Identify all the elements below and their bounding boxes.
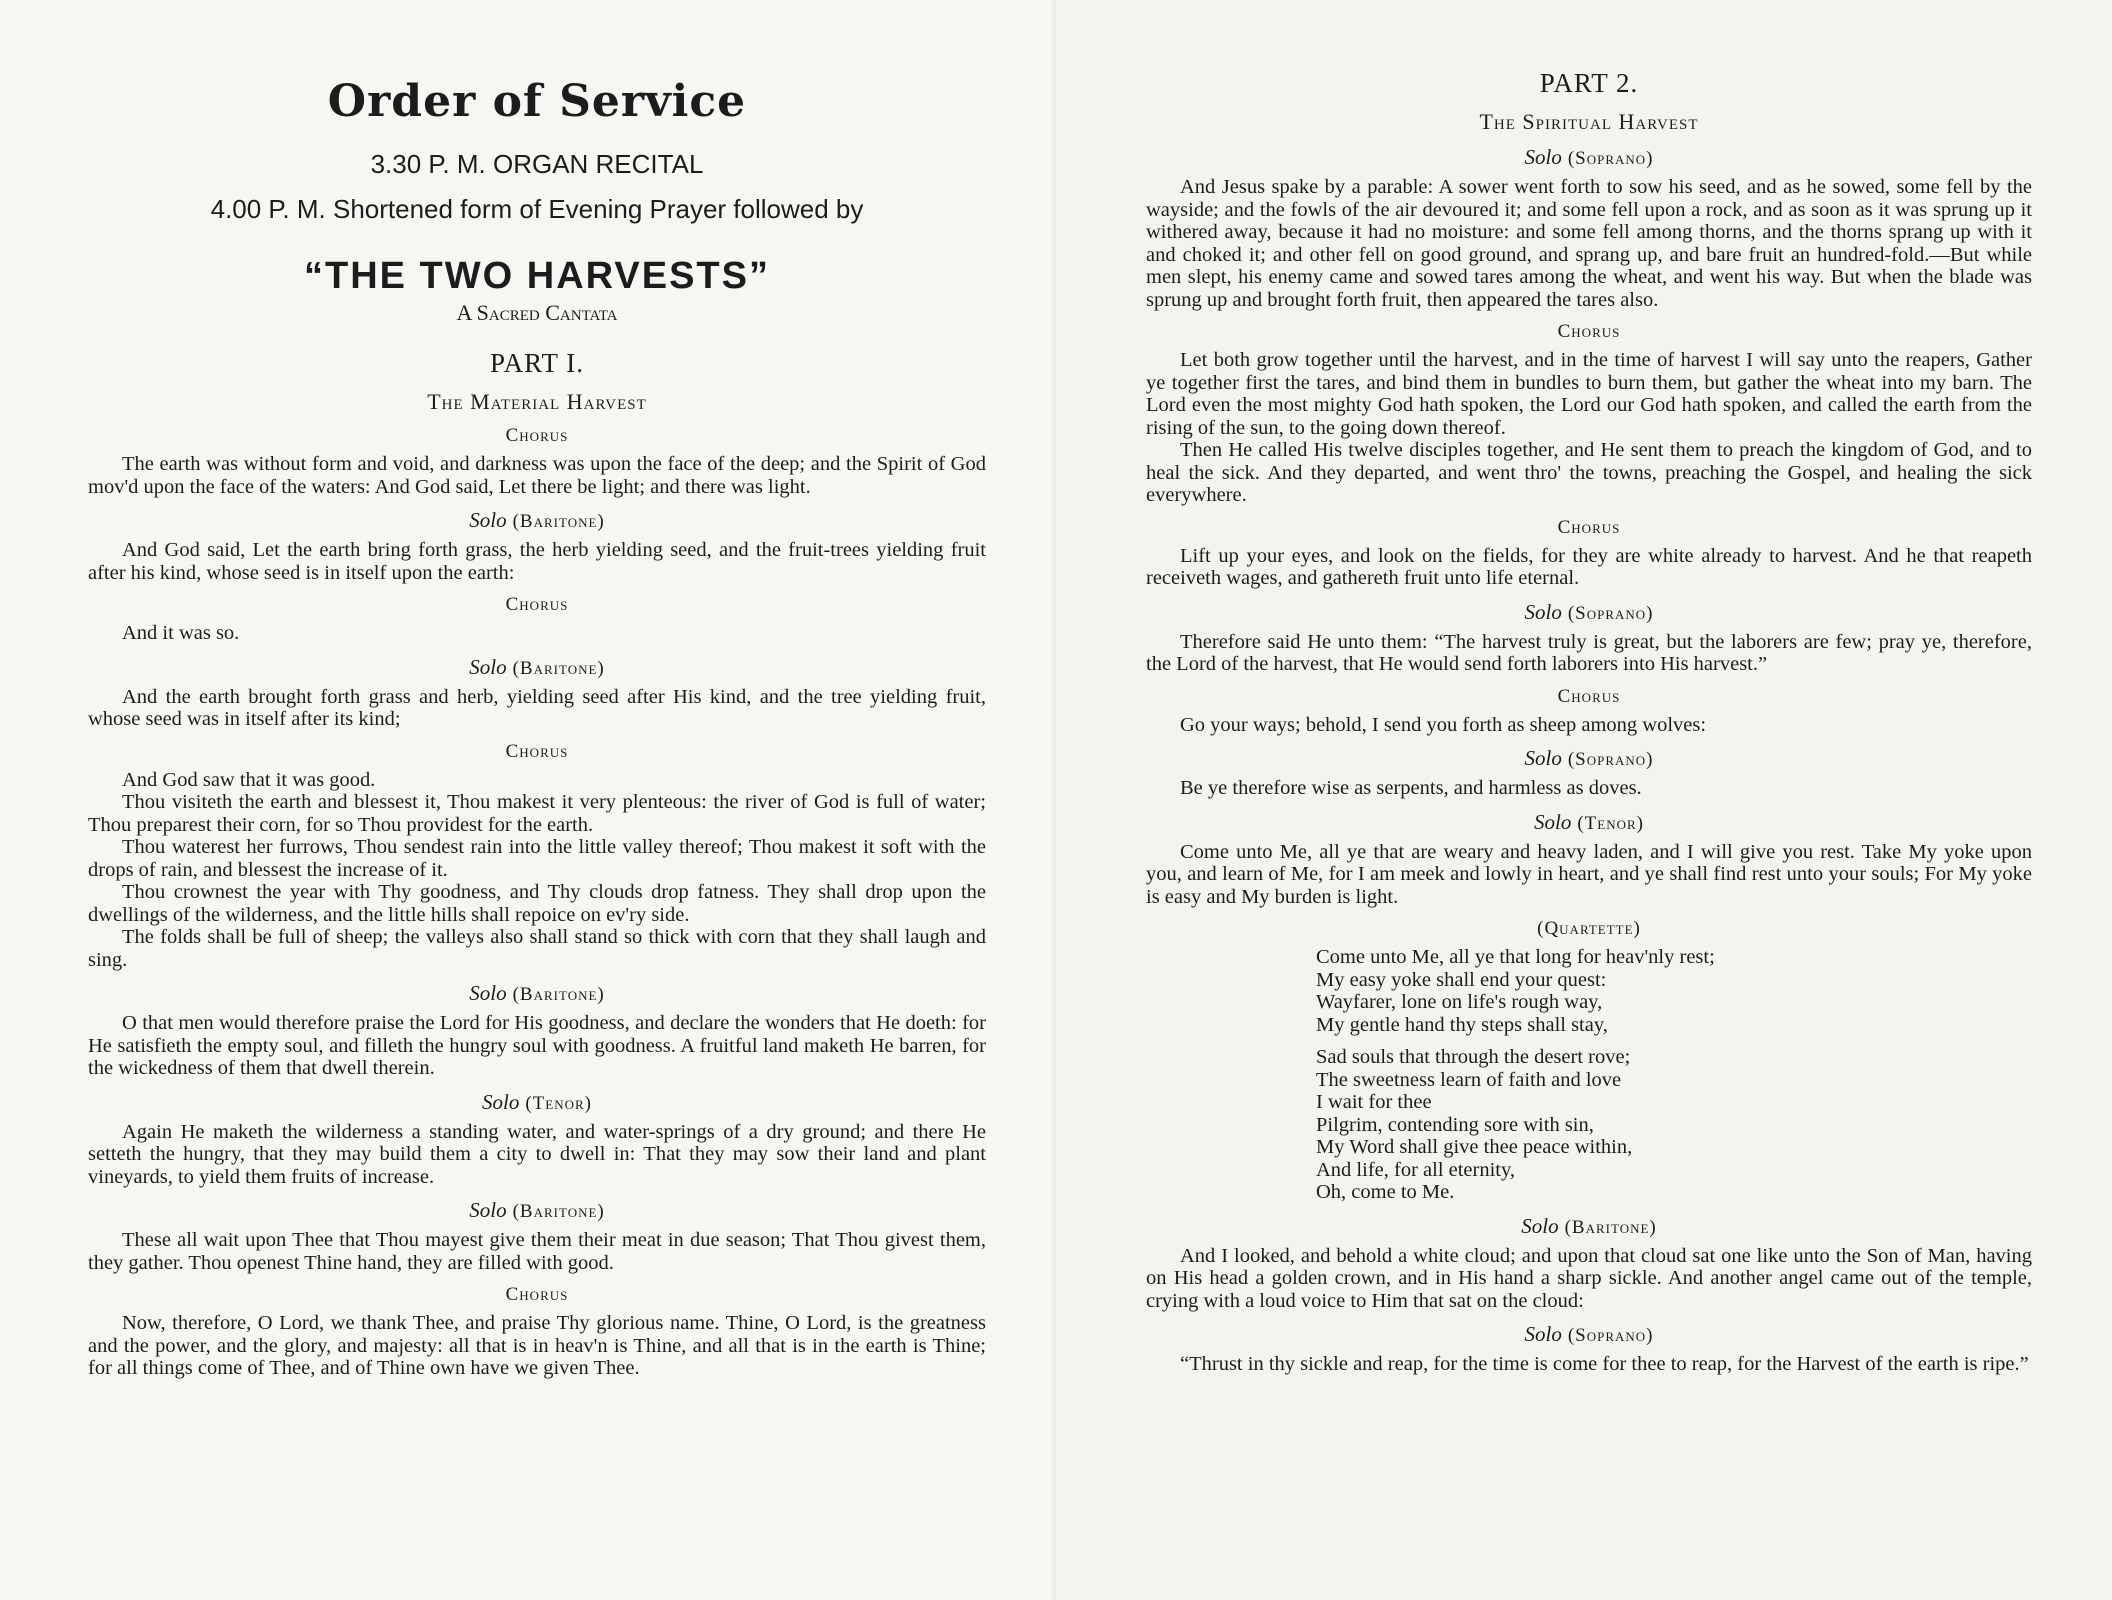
verse-line: My gentle hand thy steps shall stay, — [1316, 1013, 1608, 1036]
solo-label: Solo — [1524, 599, 1562, 624]
schedule-line: 3.30 P. M. ORGAN RECITAL — [370, 149, 704, 179]
verse-line: Wayfarer, lone on life's rough way, — [1316, 991, 1603, 1013]
text-paragraph: The earth was without form and void, and darkness was upon the face of the deep; and the Spirit of God mov'd upon the face of the waters: And God said, Let there be light; and there was light. — [88, 453, 986, 498]
text-paragraph: And God saw that it was good. — [122, 768, 376, 791]
cantata-section — [1146, 517, 2032, 590]
voice-label: (Baritone) — [512, 511, 605, 532]
cantata-section — [88, 1090, 986, 1189]
cantata-section — [88, 594, 986, 645]
section-heading: Chorus — [1557, 321, 1621, 342]
cantata-section — [88, 1198, 986, 1274]
solo-heading — [1146, 810, 2032, 835]
cantata-section — [1146, 918, 2032, 1204]
solo-heading — [88, 655, 986, 680]
text-paragraph: These all wait upon Thee that Thou mayest give them their meat in due season; That Thou givest them, they gather. Thou openest Thine hand, they are filled with good. — [88, 1229, 986, 1274]
voice-label: (Soprano) — [1567, 148, 1654, 169]
section-heading: Chorus — [505, 1284, 569, 1305]
part-title: PART 2. — [1539, 68, 1639, 98]
text-paragraph: And Jesus spake by a parable: A sower went forth to sow his seed, and as he sowed, some fell by the wayside; and the fowls of the air devoured it; and some fell upon a rock, and as soon as it was sprung up it withered away, because it had no moisture: and some fell among thorns, and the thorns sprang up with it and choked it; and other fell on good ground, and sprang up, and bare fruit an hundred-fold.—But while men slept, his enemy came and sowed tares among the wheat, and went his way. But when the blade was sprung up and brought forth fruit, then appeared the tares also. — [1146, 176, 2032, 311]
cantata-section — [1146, 600, 2032, 676]
verse-line: I wait for thee — [1316, 1091, 1432, 1113]
solo-label: Solo — [469, 1198, 507, 1222]
solo-label: Solo — [469, 654, 507, 679]
text-paragraph: Again He maketh the wilderness a standing water, and water-springs of a dry ground; and there He setteth the hungry, that they may build them a city to dwell in: That they may sow their land and plant vineyards, to yield them fruits of increase. — [88, 1120, 986, 1188]
solo-label: Solo — [1524, 746, 1562, 770]
text-paragraph: Therefore said He unto them: “The harvest truly is great, but the laborers are few; pray ye, therefore, the Lord of the harvest, that He would send forth laborers into His harvest.” — [1146, 630, 2032, 675]
text-paragraph: Then He called His twelve disciples together, and He sent them to preach the kingdom of God, and to heal the sick. And they departed, and went thro' the towns, preaching the Gospel, and healing the sick everywhere. — [1146, 439, 2032, 506]
cantata-section — [1146, 746, 2032, 800]
solo-heading — [1146, 746, 2032, 771]
voice-label: (Soprano) — [1567, 1325, 1654, 1346]
section-heading: Chorus — [1557, 516, 1621, 538]
cantata-section — [1146, 810, 2032, 909]
text-paragraph: The folds shall be full of sheep; the valleys also shall stand so thick with corn that they shall laugh and sing. — [88, 926, 986, 971]
solo-heading — [1146, 600, 2032, 625]
part-title: PART I. — [490, 348, 584, 378]
text-paragraph: Now, therefore, O Lord, we thank Thee, and praise Thy glorious name. Thine, O Lord, is the greatness and the power, and the glory, and majesty: all that is in heav'n is Thine, and all that is in the earth is Thine; for all things come of Thee, and of Thine own have we given Thee. — [88, 1312, 986, 1379]
text-paragraph: Thou waterest her furrows, Thou sendest rain into the little valley thereof; Thou makest it soft with the drops of rain, and blessest the increase of it. — [88, 836, 986, 881]
text-paragraph: And the earth brought forth grass and herb, yielding seed after His kind, and the tree yielding fruit, whose seed was in itself after its kind; — [88, 685, 986, 730]
text-paragraph: And God said, Let the earth bring forth grass, the herb yielding seed, and the fruit-trees yielding fruit after his kind, whose seed is in itself upon the earth: — [88, 539, 986, 584]
voice-label: (Tenor) — [1577, 812, 1644, 834]
solo-heading — [1146, 1214, 2032, 1239]
voice-label: (Baritone) — [512, 984, 605, 1005]
cantata-section — [1146, 145, 2032, 311]
verse-stanza — [1146, 946, 2032, 1036]
right-sections — [1146, 145, 2032, 1376]
solo-heading — [88, 981, 986, 1006]
voice-label: (Baritone) — [512, 1201, 605, 1222]
text-paragraph: O that men would therefore praise the Lord for His goodness, and declare the wonders that He doeth: for He satisfieth the empty soul, and filleth the hungry soul with goodness. A fruitful land maketh He barren, for the wickedness of them that dwell therein. — [88, 1012, 986, 1079]
verse-line: Come unto Me, all ye that long for heav'nly rest; — [1316, 946, 1715, 968]
verse-line: Pilgrim, contending sore with sin, — [1316, 1113, 1594, 1136]
cantata-subtitle: A Sacred Cantata — [456, 300, 618, 325]
cantata-section — [1146, 1214, 2032, 1313]
solo-heading — [88, 508, 986, 533]
section-heading: Chorus — [505, 425, 569, 446]
voice-label: (Tenor) — [525, 1092, 592, 1114]
voice-label: (Baritone) — [512, 657, 605, 679]
cantata-section — [88, 655, 986, 731]
verse-line: Sad souls that through the desert rove; — [1316, 1046, 1631, 1068]
voice-label: (Soprano) — [1567, 749, 1654, 770]
voice-label: (Soprano) — [1567, 602, 1654, 624]
cantata-section — [88, 1284, 986, 1380]
voice-label: (Baritone) — [1564, 1216, 1657, 1238]
cantata-section — [1146, 321, 2032, 507]
cantata-section — [1146, 1322, 2032, 1376]
solo-label: Solo — [1534, 809, 1572, 834]
text-paragraph: Thou crownest the year with Thy goodness, and Thy clouds drop fatness. They shall drop upon the dwellings of the wilderness, and the little hills shall repoice on ev'ry side. — [88, 881, 986, 926]
part-subtitle: The Material Harvest — [427, 389, 647, 414]
text-paragraph: Thou visiteth the earth and blessest it, Thou makest it very plenteous: the river of God is full of water; Thou preparest their corn, for so Thou providest for the earth. — [88, 791, 986, 836]
text-paragraph: And I looked, and behold a white cloud; and upon that cloud sat one like unto the Son of Man, having on His head a golden crown, and in His hand a sharp sickle. And another angel came out of the temple, crying with a loud voice to Him that sat on the cloud: — [1146, 1244, 2032, 1312]
text-paragraph: Lift up your eyes, and look on the fields, for they are white already to harvest. And he that reapeth receiveth wages, and gathereth fruit unto life eternal. — [1146, 544, 2032, 589]
solo-heading — [1146, 145, 2032, 170]
text-paragraph: Come unto Me, all ye that are weary and heavy laden, and I will give you rest. Take My yoke upon you, and learn of Me, for I am meek and lowly in heart, and ye shall find rest unto your souls; For My yoke is easy and My burden is light. — [1146, 840, 2032, 908]
cantata-title: “THE TWO HARVESTS” — [304, 255, 770, 297]
solo-heading — [88, 1198, 986, 1223]
section-heading: (Quartette) — [1537, 918, 1641, 939]
verse-line: My easy yoke shall end your quest: — [1316, 968, 1607, 991]
solo-heading — [88, 1090, 986, 1115]
cantata-section — [88, 981, 986, 1080]
solo-label: Solo — [1521, 1213, 1559, 1238]
cantata-section — [88, 508, 986, 584]
verse-line: Oh, come to Me. — [1316, 1181, 1455, 1203]
section-heading: Chorus — [1557, 685, 1621, 707]
verse-line: And life, for all eternity, — [1316, 1158, 1516, 1181]
solo-label: Solo — [469, 981, 507, 1005]
text-paragraph: “Thrust in thy sickle and reap, for the time is come for thee to reap, for the Harvest of the earth is ripe.” — [1180, 1353, 2029, 1375]
solo-label: Solo — [1524, 145, 1562, 169]
text-paragraph: And it was so. — [122, 622, 240, 644]
part-subtitle: The Spiritual Harvest — [1479, 109, 1699, 134]
cantata-section — [88, 741, 986, 972]
verse-line: My Word shall give thee peace within, — [1316, 1136, 1633, 1158]
left-sections — [88, 425, 986, 1380]
text-paragraph: Let both grow together until the harvest, and in the time of harvest I will say unto the reapers, Gather ye together first the tares, and bind them in bundles to burn them, but gather the wheat into my barn. The Lord even the most mighty God hath spoken, the Lord our God hath spoken, and called the earth from the rising of the sun, to the going down thereof. — [1146, 349, 2032, 439]
text-paragraph: Be ye therefore wise as serpents, and harmless as doves. — [1180, 777, 1642, 799]
right-page — [1056, 0, 2112, 1600]
section-heading: Chorus — [505, 594, 569, 615]
solo-label: Solo — [469, 508, 507, 532]
solo-label: Solo — [1524, 1322, 1562, 1346]
verse-stanza — [1146, 1046, 2032, 1204]
solo-heading — [1146, 1322, 2032, 1347]
order-of-service-heading: Order of Service — [327, 76, 747, 127]
cantata-section — [1146, 686, 2032, 737]
verse-line: The sweetness learn of faith and love — [1316, 1068, 1622, 1091]
section-heading: Chorus — [505, 740, 569, 762]
cantata-section — [88, 425, 986, 498]
solo-label: Solo — [482, 1089, 520, 1114]
schedule-line: 4.00 P. M. Shortened form of Evening Prayer followed by — [210, 194, 864, 224]
text-paragraph: Go your ways; behold, I send you forth as sheep among wolves: — [1180, 713, 1707, 736]
